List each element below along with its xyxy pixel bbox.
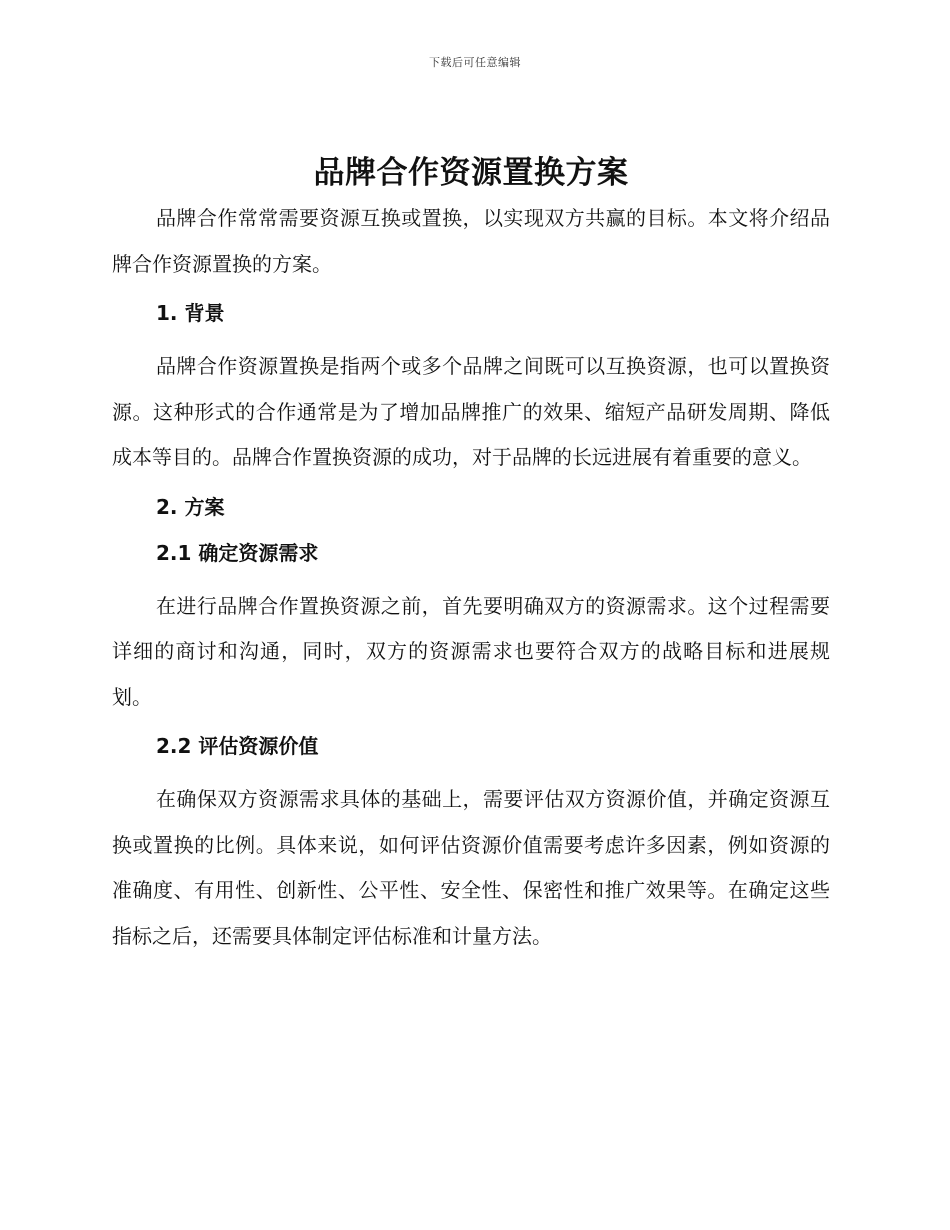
spacer [112,287,830,298]
intro-paragraph: 品牌合作常常需要资源互换或置换，以实现双方共赢的目标。本文将介绍品牌合作资源置换的方案。 [112,206,830,276]
background-paragraph: 品牌合作资源置换是指两个或多个品牌之间既可以互换资源，也可以置换资源。这种形式的合作通常是为了增加品牌推广的效果、缩短产品研发周期、降低成本等目的。品牌合作置换资源的成功，对于品牌的长远进展有着重要的意义。 [112,354,830,469]
spacer [112,481,830,492]
section-heading-resource-value: 2.2 评估资源价值 [156,734,319,758]
document-body [112,150,830,959]
section-heading-background: 1. 背景 [156,301,225,325]
spacer [112,522,830,538]
spacer [112,328,830,344]
spacer [112,568,830,584]
spacer [112,720,830,731]
document-title: 品牌合作资源置换方案 [313,155,629,191]
section-heading-plan: 2. 方案 [156,494,225,519]
resource-needs-paragraph: 在进行品牌合作置换资源之前，首先要明确双方的资源需求。这个过程需要详细的商讨和沟通，同时，双方的资源需求也要符合双方的战略目标和进展规划。 [112,593,830,709]
section-heading-resource-needs: 2.1 确定资源需求 [156,540,319,565]
header-note: 下载后可任意编辑 [429,56,521,69]
resource-value-paragraph: 在确保双方资源需求具体的基础上，需要评估双方资源价值，并确定资源互换或置换的比例。具体来说，如何评估资源价值需要考虑许多因素，例如资源的准确度、有用性、创新性、公平性、安全性、保密性和推广效果等。在确定这些指标之后，还需要具体制定评估标准和计量方法。 [112,787,830,948]
spacer [112,761,830,777]
